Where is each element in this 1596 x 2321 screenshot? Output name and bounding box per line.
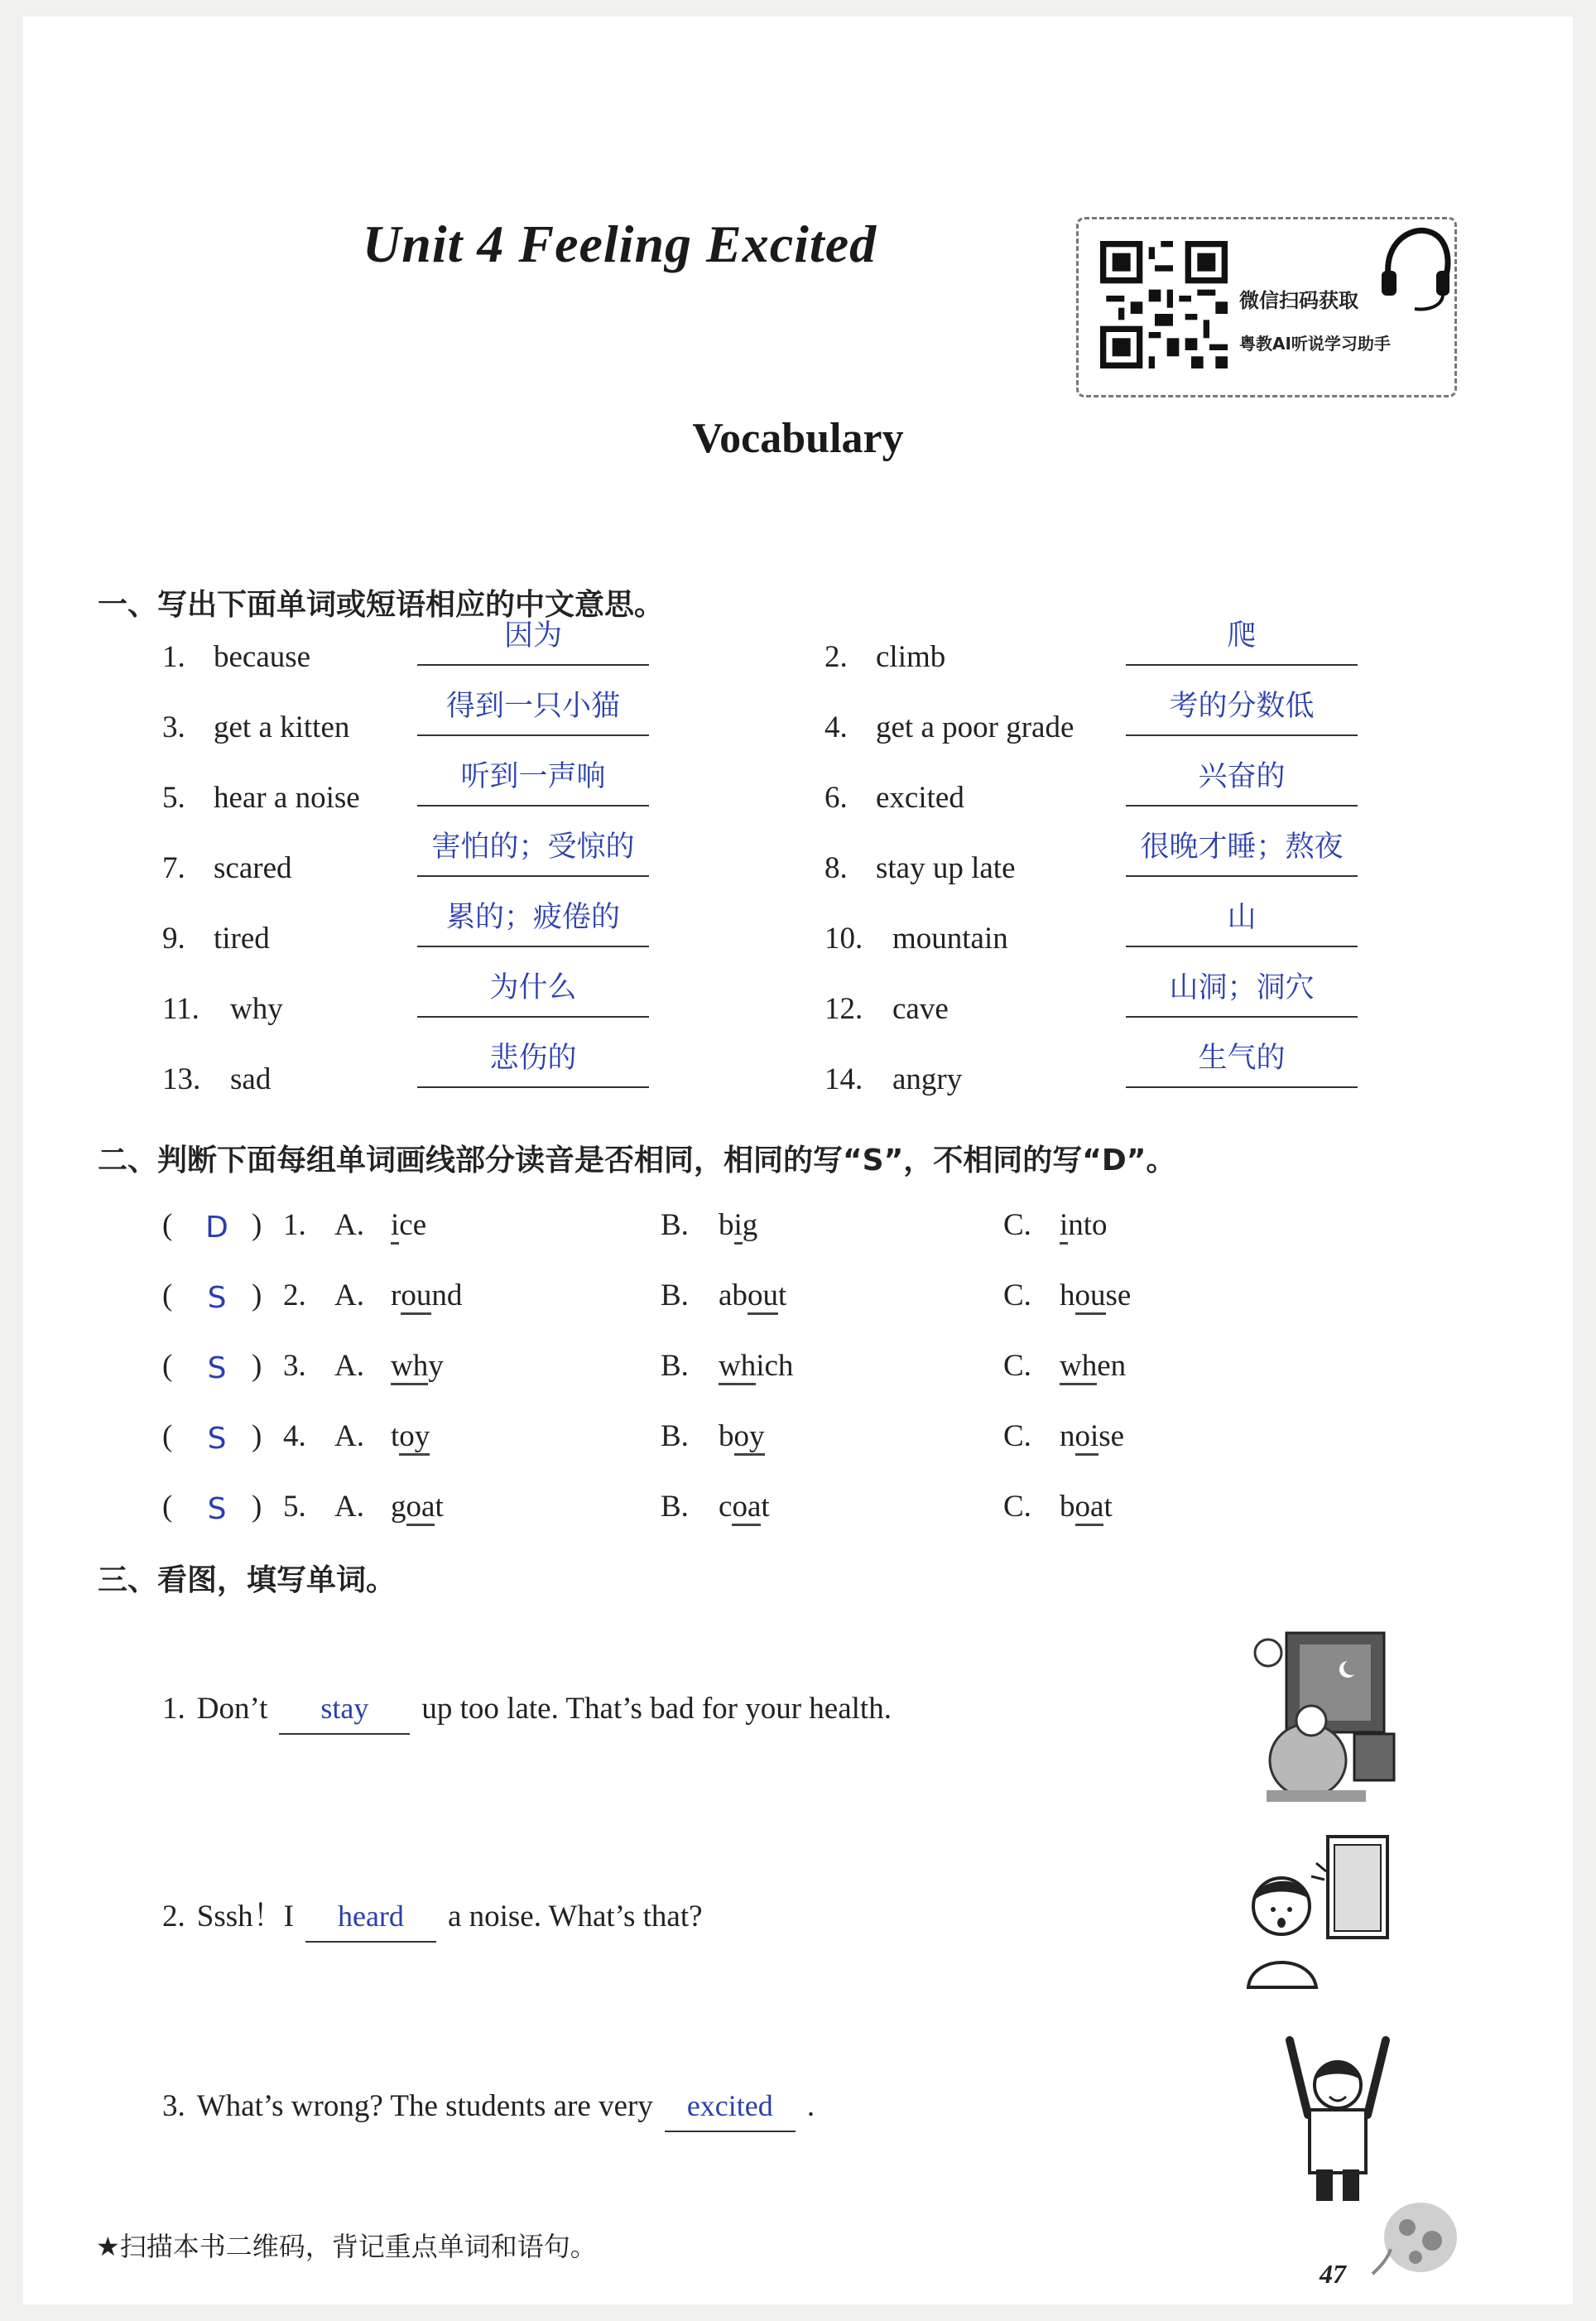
vocab-word: hear a noise: [214, 781, 360, 815]
word-part: g: [391, 1490, 406, 1524]
answer-text: 很晚才睡；熬夜: [1140, 831, 1344, 864]
word-part: nto: [1068, 1208, 1108, 1242]
word-part: g: [742, 1208, 758, 1242]
item-number: 3.: [162, 2089, 185, 2123]
item-number: 1.: [162, 1692, 185, 1726]
vocab-word: climb: [876, 640, 946, 674]
underlined-sound: oa: [406, 1490, 435, 1526]
underlined-sound: i: [391, 1208, 399, 1245]
option-word: [1060, 1278, 1131, 1313]
item-number: 14.: [824, 1062, 863, 1096]
option-letter: C.: [1003, 1419, 1031, 1453]
word-part: ab: [719, 1278, 748, 1312]
option-letter: A.: [334, 1419, 364, 1453]
ladybug-decoration-icon: [1366, 2194, 1465, 2285]
answer-text: 累的；疲倦的: [445, 901, 620, 934]
answer-field[interactable]: [417, 832, 649, 877]
page-title: Unit 4 Feeling Excited: [363, 214, 877, 273]
page-number: 47: [1320, 2259, 1346, 2289]
item-number: 5.: [162, 781, 185, 815]
phonics-row: [162, 1278, 1404, 1327]
word-part: y: [428, 1349, 444, 1383]
underlined-sound: wh: [391, 1349, 428, 1385]
boy-door-picture: [1240, 1830, 1402, 1992]
word-part: t: [777, 1278, 787, 1312]
phonics-row: [162, 1207, 1404, 1257]
word-part: b: [1060, 1490, 1075, 1524]
item-number: 7.: [162, 851, 185, 885]
qr-caption-secondary: 粤教AI听说学习助手: [1239, 334, 1391, 354]
answer-text: 爬: [1227, 619, 1257, 652]
option-word: [391, 1489, 444, 1524]
vocab-word: because: [214, 640, 311, 674]
answer-field[interactable]: [1126, 621, 1358, 666]
vocab-word: get a poor grade: [876, 710, 1074, 744]
option-letter: B.: [661, 1278, 689, 1312]
fill-sentence: [162, 2088, 815, 2138]
sentence-end: up too late. That’s bad for your health.: [421, 1692, 892, 1726]
option-word: [1060, 1207, 1108, 1243]
item-number: 13.: [162, 1062, 201, 1096]
option-letter: A.: [334, 1490, 364, 1524]
sentence-start: Don’t: [196, 1692, 268, 1726]
word-part: nd: [431, 1278, 463, 1312]
item-number: 8.: [824, 851, 848, 885]
word-part: h: [1060, 1278, 1075, 1312]
vocab-word: tired: [214, 922, 270, 956]
word-part: b: [719, 1419, 734, 1453]
item-number: 2.: [283, 1278, 306, 1312]
option-letter: A.: [334, 1278, 364, 1312]
answer-text: 听到一声响: [460, 760, 606, 793]
fill-sentence: [162, 1890, 703, 1940]
option-word: [719, 1207, 757, 1243]
answer-text: 兴奋的: [1198, 760, 1286, 793]
option-word: [1060, 1348, 1126, 1384]
phonics-row: [162, 1489, 1404, 1539]
item-number: 4.: [283, 1419, 306, 1453]
item-number: 9.: [162, 922, 185, 956]
answer-field[interactable]: [1126, 832, 1358, 877]
item-number: 6.: [824, 781, 848, 815]
item-number: 5.: [283, 1490, 306, 1524]
word-part: t: [1103, 1490, 1113, 1524]
word-part: t: [391, 1419, 400, 1453]
fill-sentence: [162, 1691, 892, 1741]
word-part: t: [761, 1490, 770, 1524]
item-number: 4.: [824, 710, 848, 744]
sentence-start: What’s wrong? The students are very: [196, 2089, 653, 2123]
qr-caption-primary: 微信扫码获取: [1239, 289, 1358, 312]
answer-field[interactable]: [417, 691, 649, 736]
answer-field[interactable]: [1126, 1043, 1358, 1088]
option-word: [391, 1278, 462, 1313]
option-word: [391, 1348, 444, 1384]
close-paren: ): [252, 1419, 262, 1453]
underlined-sound: ou: [1075, 1278, 1106, 1315]
option-word: [719, 1348, 793, 1384]
footer-note: ★扫描本书二维码，背记重点单词和语句。: [96, 2231, 597, 2262]
answer-field[interactable]: [1126, 903, 1358, 947]
vocab-word: get a kitten: [214, 710, 350, 744]
qr-code-icon[interactable]: [1100, 241, 1228, 368]
item-number: 3.: [283, 1349, 306, 1383]
option-word: [719, 1489, 770, 1524]
word-part: n: [1060, 1419, 1075, 1453]
vocab-word: cave: [892, 992, 949, 1026]
excited-kid-picture: [1272, 2024, 1404, 2203]
answer-field[interactable]: S: [207, 1422, 227, 1456]
underlined-sound: oa: [1075, 1490, 1104, 1526]
word-part: se: [1105, 1278, 1132, 1312]
sentence-end: a noise. What’s that?: [447, 1900, 703, 1933]
section1-heading: 一、写出下面单词或短语相应的中文意思。: [98, 588, 665, 622]
option-letter: B.: [661, 1349, 689, 1383]
underlined-sound: oa: [732, 1490, 761, 1526]
close-paren: ): [252, 1208, 262, 1242]
item-number: 11.: [162, 992, 200, 1026]
answer-text: 得到一只小猫: [445, 690, 620, 723]
option-word: [391, 1418, 430, 1454]
qr-panel[interactable]: [1076, 217, 1457, 397]
close-paren: ): [252, 1349, 262, 1383]
word-part: en: [1097, 1349, 1127, 1383]
answer-text: 生气的: [1198, 1042, 1286, 1075]
option-letter: A.: [334, 1349, 364, 1383]
open-paren: (: [162, 1419, 173, 1453]
answer-text: 悲伤的: [489, 1042, 577, 1075]
open-paren: (: [162, 1490, 173, 1524]
option-word: [1060, 1489, 1113, 1524]
section3-heading: 三、看图，填写单词。: [98, 1563, 397, 1597]
underlined-sound: wh: [719, 1349, 756, 1385]
option-word: [1060, 1418, 1124, 1454]
underlined-sound: ou: [401, 1278, 431, 1315]
answer-field[interactable]: [417, 621, 649, 666]
answer-blank[interactable]: stay: [279, 1693, 410, 1735]
vocab-word: angry: [892, 1062, 963, 1096]
headset-icon: [1377, 224, 1453, 315]
option-letter: C.: [1003, 1278, 1031, 1312]
answer-field[interactable]: S: [207, 1492, 227, 1526]
item-number: 2.: [824, 640, 848, 674]
underlined-sound: i: [1060, 1208, 1068, 1245]
vocab-word: stay up late: [876, 851, 1016, 885]
open-paren: (: [162, 1278, 173, 1312]
answer-field[interactable]: [417, 973, 649, 1018]
underlined-sound: i: [734, 1208, 743, 1245]
item-number: 10.: [824, 922, 863, 956]
option-word: [391, 1207, 426, 1243]
sentence-end: .: [806, 2089, 815, 2123]
close-paren: ): [252, 1278, 262, 1312]
option-letter: C.: [1003, 1349, 1031, 1383]
vocab-word: scared: [214, 851, 292, 885]
answer-field[interactable]: [1126, 691, 1358, 736]
word-part: ce: [399, 1208, 427, 1242]
option-letter: C.: [1003, 1208, 1031, 1242]
section2-heading: 二、判断下面每组单词画线部分读音是否相同，相同的写“S”，不相同的写“D”。: [98, 1144, 1176, 1177]
open-paren: (: [162, 1349, 173, 1383]
answer-text: 为什么: [489, 971, 577, 1004]
word-part: c: [719, 1490, 733, 1524]
option-word: [719, 1278, 786, 1313]
section-title: Vocabulary: [692, 415, 904, 462]
answer-text: 害怕的；受惊的: [431, 831, 635, 864]
option-word: [719, 1418, 765, 1454]
option-letter: C.: [1003, 1490, 1031, 1524]
underlined-sound: ou: [748, 1278, 778, 1315]
word-part: b: [719, 1208, 734, 1242]
phonics-row: [162, 1348, 1404, 1398]
vocab-word: why: [230, 992, 283, 1026]
sentence-start: Sssh！I: [196, 1900, 294, 1933]
phonics-row: [162, 1418, 1404, 1468]
option-letter: B.: [661, 1490, 689, 1524]
underlined-sound: oy: [399, 1419, 430, 1456]
underlined-sound: wh: [1060, 1349, 1097, 1385]
item-number: 3.: [162, 710, 185, 744]
item-number: 2.: [162, 1900, 185, 1933]
answer-text: 山洞；洞穴: [1169, 971, 1315, 1004]
open-paren: (: [162, 1208, 173, 1242]
item-number: 1.: [283, 1208, 306, 1242]
answer-field[interactable]: [417, 1043, 649, 1088]
answer-field[interactable]: [1126, 762, 1358, 807]
word-part: se: [1098, 1419, 1125, 1453]
answer-field[interactable]: [417, 762, 649, 807]
night-window-picture: [1250, 1628, 1399, 1807]
option-letter: B.: [661, 1419, 689, 1453]
answer-text: 山: [1227, 901, 1257, 934]
option-letter: B.: [661, 1208, 689, 1242]
answer-field[interactable]: D: [205, 1211, 228, 1245]
answer-text: 考的分数低: [1169, 690, 1315, 723]
vocab-word: sad: [230, 1062, 272, 1096]
vocab-word: excited: [876, 781, 964, 815]
option-letter: A.: [334, 1208, 364, 1242]
underlined-sound: oy: [734, 1419, 765, 1456]
close-paren: ): [252, 1490, 262, 1524]
answer-field[interactable]: S: [207, 1351, 227, 1385]
answer-blank[interactable]: heard: [305, 1901, 436, 1943]
item-number: 12.: [824, 992, 863, 1026]
answer-field[interactable]: [1126, 973, 1358, 1018]
word-part: ich: [756, 1349, 794, 1383]
item-number: 1.: [162, 640, 185, 674]
word-part: r: [391, 1278, 401, 1312]
answer-field[interactable]: [417, 903, 649, 947]
underlined-sound: oi: [1075, 1419, 1099, 1456]
answer-field[interactable]: S: [207, 1281, 227, 1315]
answer-text: 因为: [503, 619, 562, 652]
vocab-word: mountain: [892, 922, 1008, 956]
word-part: t: [435, 1490, 444, 1524]
answer-blank[interactable]: excited: [665, 2091, 796, 2132]
